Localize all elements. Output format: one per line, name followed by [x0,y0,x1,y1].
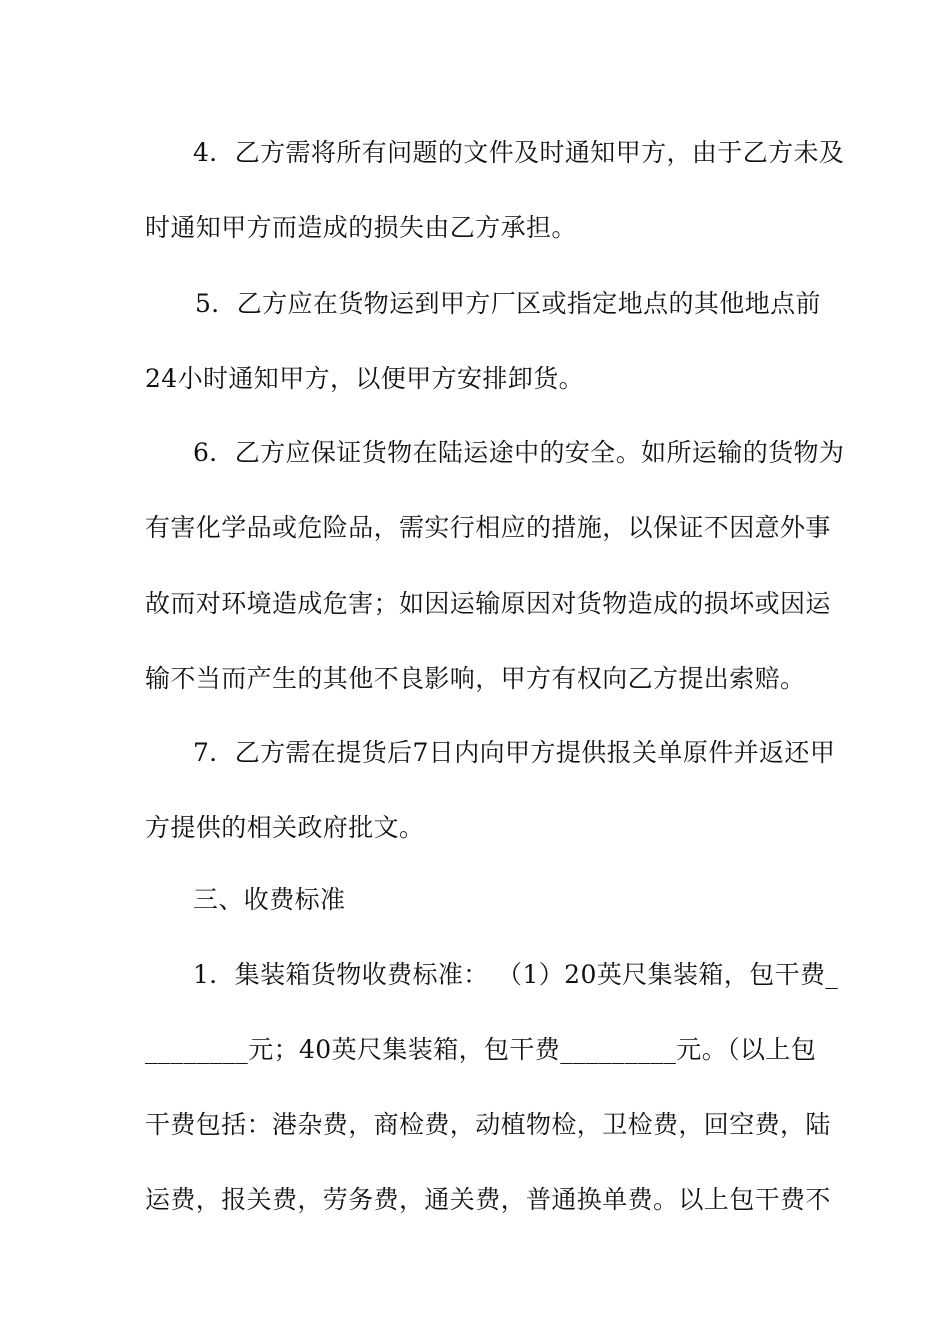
paragraph-6-line-4: 输不当而产生的其他不良影响，甲方有权向乙方提出索赔。 [145,664,806,693]
paragraph-7-line-1: 7．乙方需在提货后7日内向甲方提供报关单原件并返还甲 [193,738,836,767]
paragraph-6-line-3: 故而对环境造成危害；如因运输原因对货物造成的损坏或因运 [145,589,831,618]
paragraph-5-line-2: 24小时通知甲方，以便甲方安排卸货。 [145,364,585,393]
paragraph-4-line-2: 时通知甲方而造成的损失由乙方承担。 [145,213,577,242]
fees-item-1-line-2: ________元；40英尺集装箱，包干费_________元。（以上包 [145,1035,817,1064]
paragraph-6-line-2: 有害化学品或危险品，需实行相应的措施，以保证不因意外事 [145,513,831,542]
paragraph-4-line-1: 4．乙方需将所有问题的文件及时通知甲方，由于乙方未及 [193,138,845,167]
section-heading-fees: 三、收费标准 [193,885,346,914]
paragraph-5-line-1: 5．乙方应在货物运到甲方厂区或指定地点的其他地点前 [195,289,821,318]
paragraph-6-line-1: 6．乙方应保证货物在陆运途中的安全。如所运输的货物为 [193,438,845,467]
paragraph-7-line-2: 方提供的相关政府批文。 [145,813,425,842]
fees-item-1-line-1: 1．集装箱货物收费标准： （1）20英尺集装箱，包干费_ [193,960,839,989]
fees-item-1-line-3: 干费包括：港杂费，商检费，动植物检，卫检费，回空费，陆 [145,1110,831,1139]
fees-item-1-line-4: 运费，报关费，劳务费，通关费，普通换单费。以上包干费不 [145,1185,831,1214]
